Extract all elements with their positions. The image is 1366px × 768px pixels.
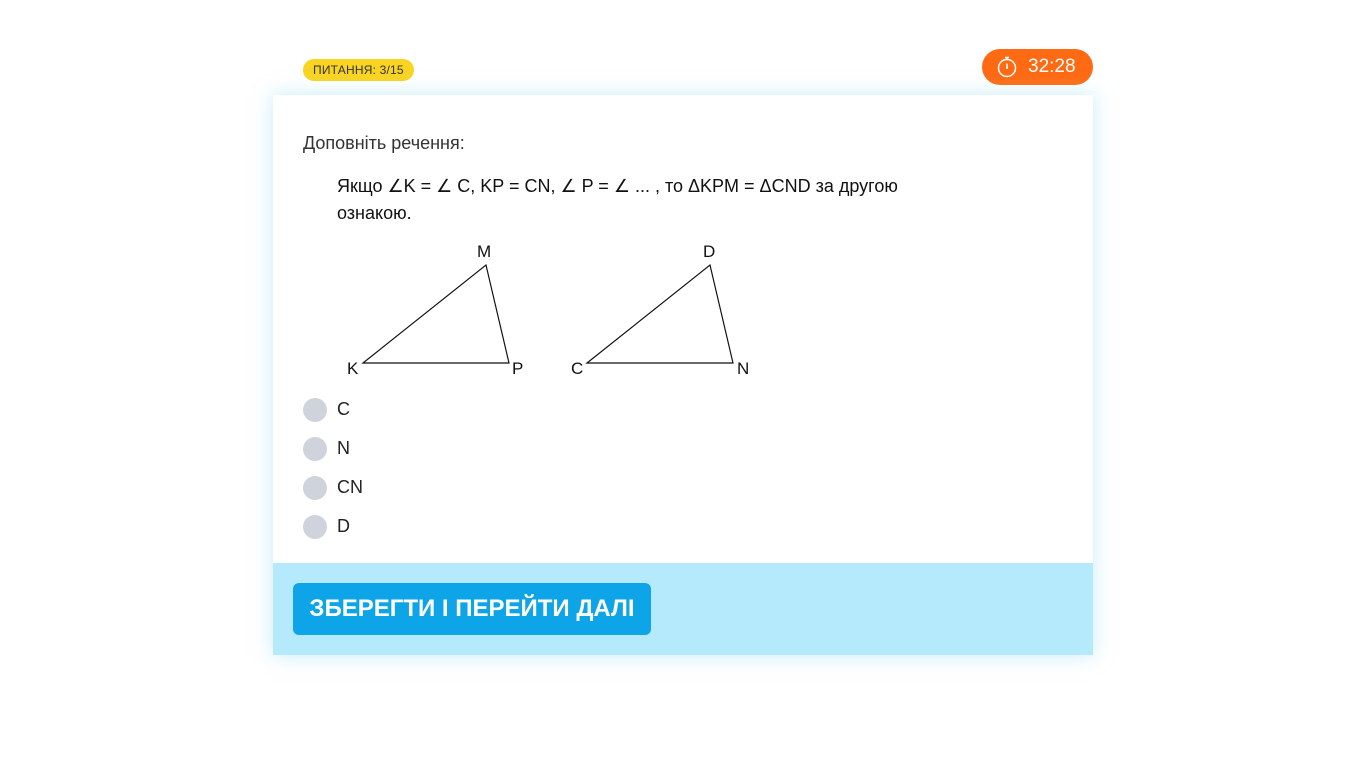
question-counter-badge: ПИТАННЯ: 3/15 — [303, 59, 414, 81]
answer-option[interactable] — [303, 397, 363, 422]
save-and-next-button[interactable]: ЗБЕРЕГТИ І ПЕРЕЙТИ ДАЛІ — [293, 583, 651, 635]
triangles-figure — [337, 235, 777, 385]
radio-button[interactable] — [303, 398, 327, 422]
answer-option-label: CN — [337, 477, 363, 497]
card-footer — [273, 563, 1093, 655]
timer-value: 32:28 — [1028, 56, 1076, 77]
timer — [982, 49, 1093, 85]
answer-option-label: N — [337, 438, 350, 458]
stopwatch-icon — [996, 56, 1018, 78]
answer-option[interactable] — [303, 475, 363, 500]
radio-button[interactable] — [303, 476, 327, 500]
radio-button[interactable] — [303, 437, 327, 461]
answer-option[interactable] — [303, 436, 363, 461]
label-m: M — [477, 242, 492, 261]
answer-options — [303, 397, 363, 553]
label-d: D — [703, 242, 716, 261]
radio-button[interactable] — [303, 515, 327, 539]
triangle-kpm — [363, 265, 509, 363]
answer-option-label: D — [337, 516, 350, 536]
question-prompt: Доповніть речення: — [303, 133, 465, 153]
question-card — [273, 95, 1093, 655]
triangle-cnd — [587, 265, 733, 363]
answer-option[interactable] — [303, 514, 363, 539]
label-c: C — [571, 359, 584, 378]
question-text: Якщо ∠K = ∠ C, KP = CN, ∠ P = ∠ ... , то ΔKPM = ΔCND за другою ознакою. — [337, 176, 898, 223]
label-p: P — [512, 359, 524, 378]
answer-option-label: C — [337, 399, 350, 419]
label-k: K — [347, 359, 359, 378]
label-n: N — [737, 359, 750, 378]
